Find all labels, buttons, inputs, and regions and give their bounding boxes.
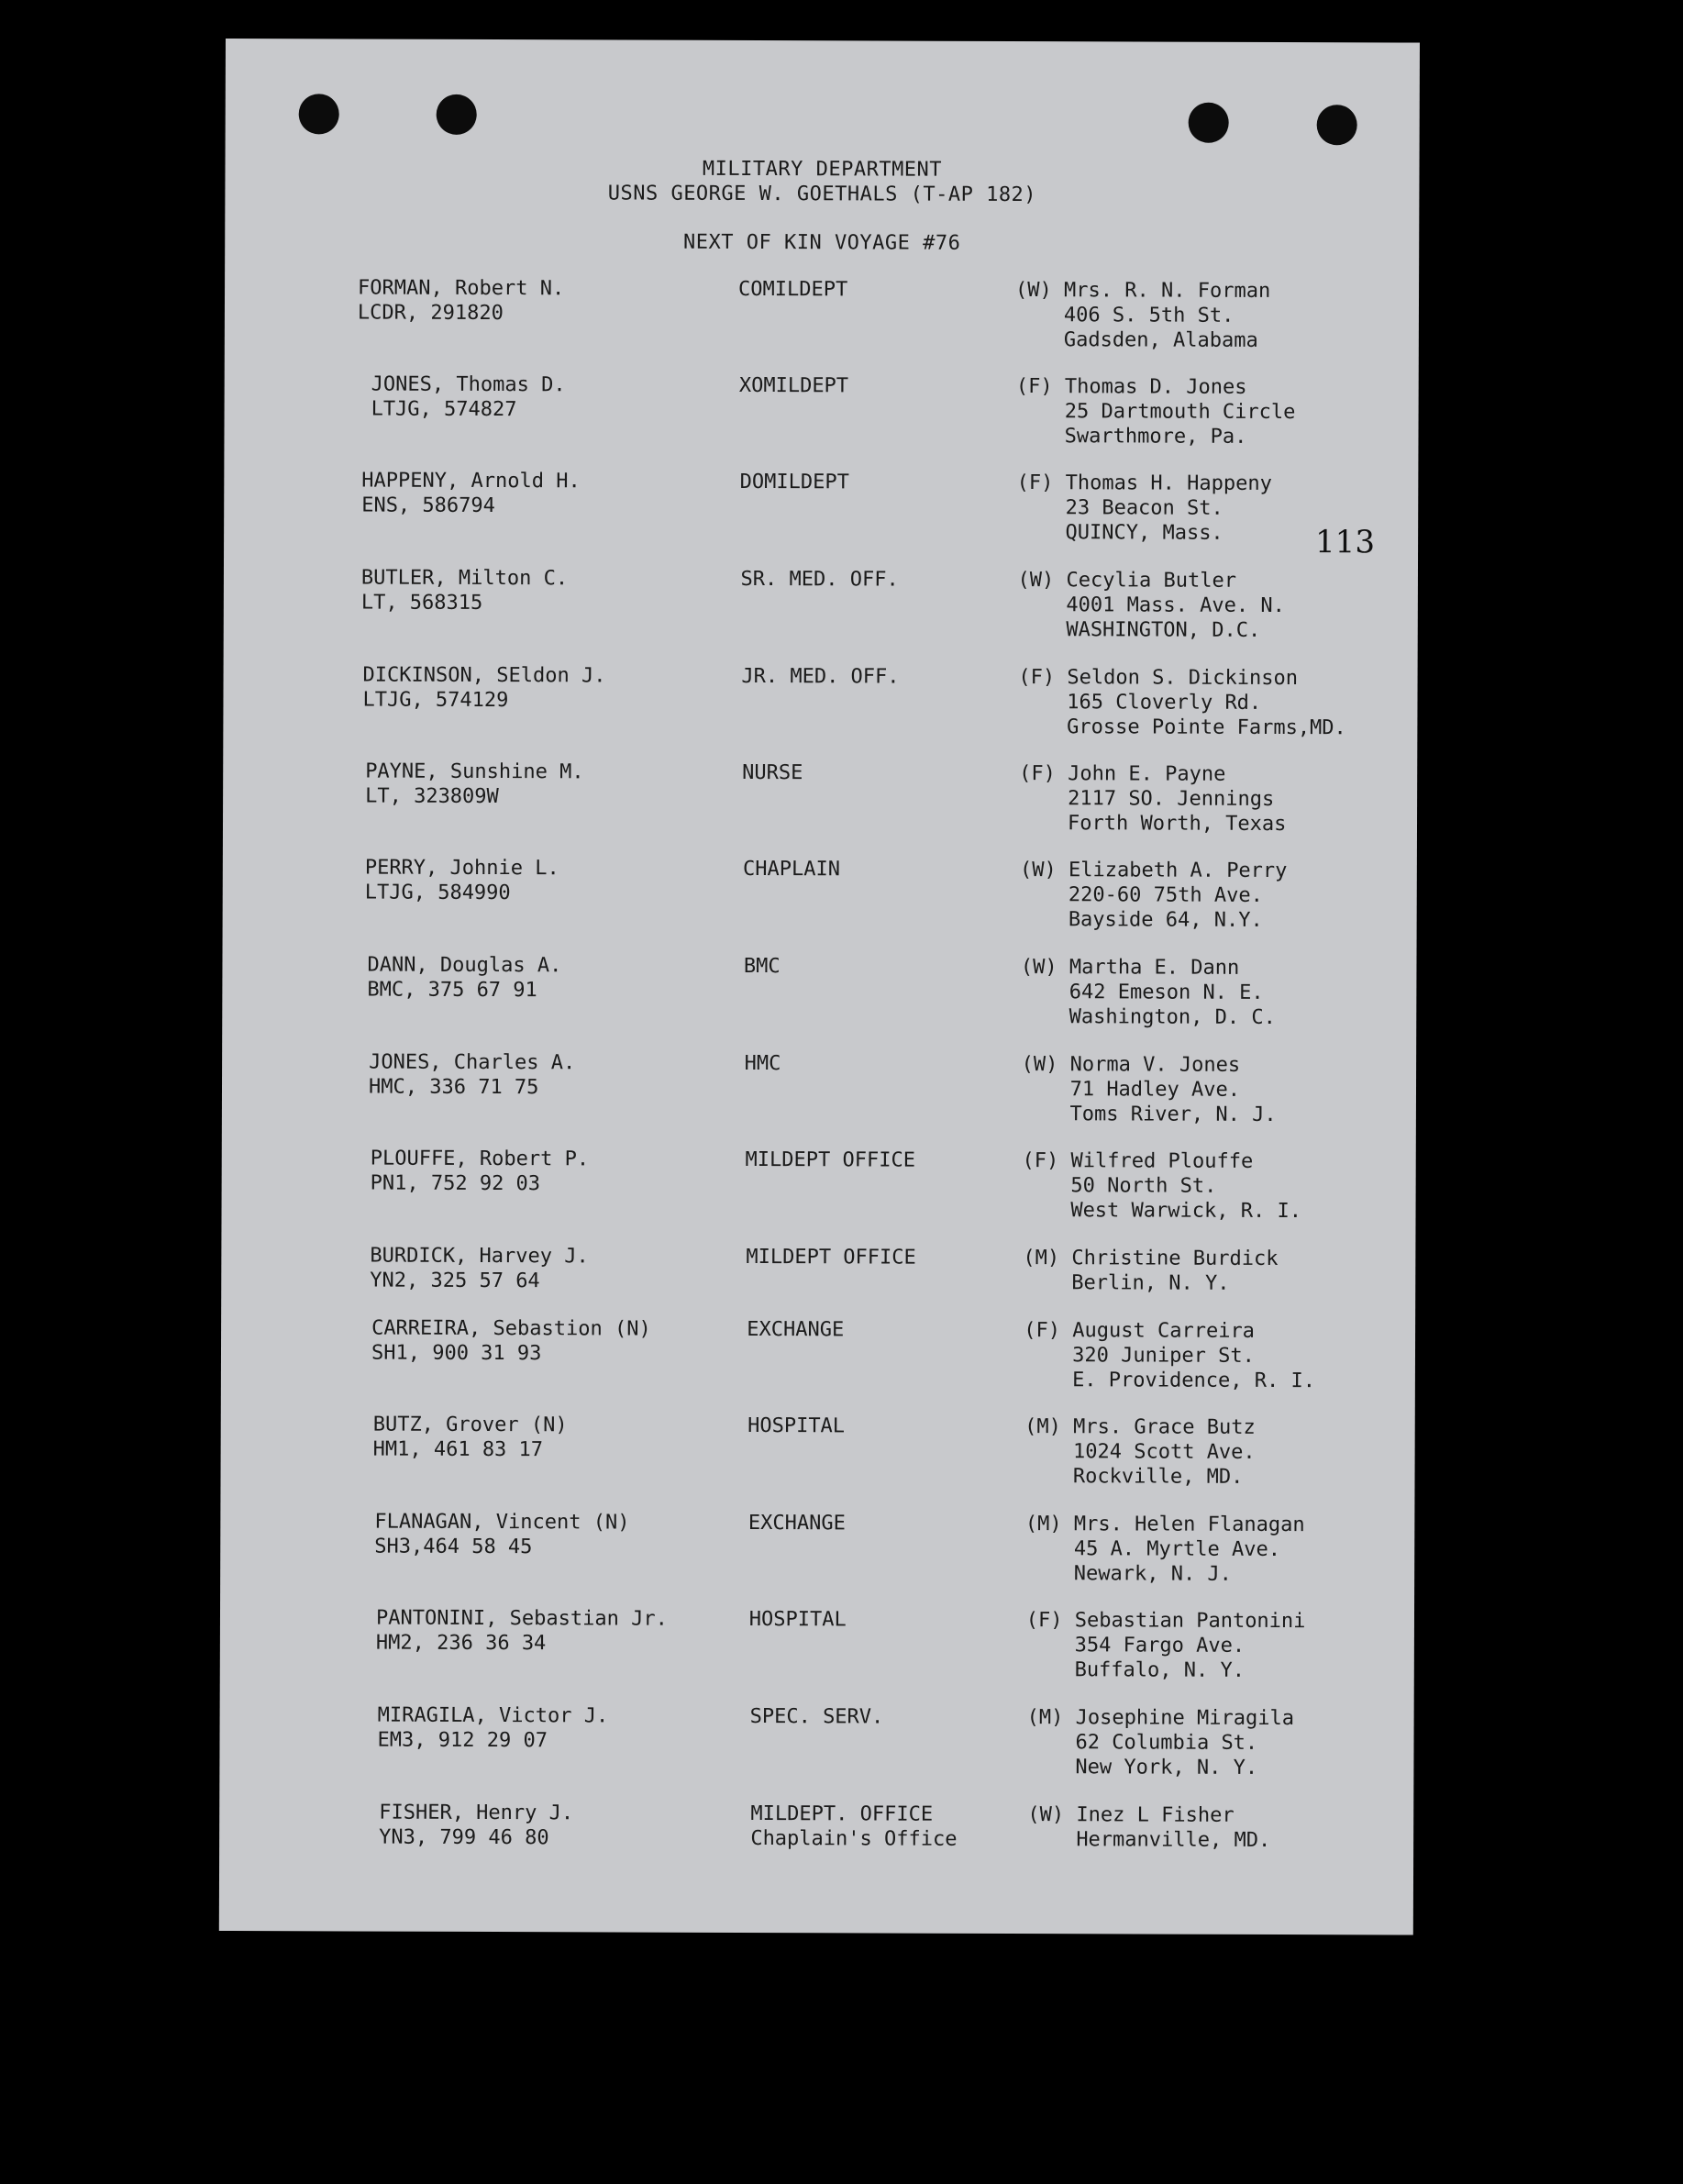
address-line: Mrs. R. N. Forman bbox=[1064, 279, 1271, 303]
assignment bbox=[741, 664, 899, 690]
rank-service-number: LTJG, 584990 bbox=[364, 881, 511, 905]
relationship-code: (W) bbox=[1015, 279, 1052, 303]
rank-service-number: HMC, 336 71 75 bbox=[368, 1075, 539, 1100]
assignment bbox=[749, 1607, 847, 1632]
entry-row bbox=[223, 759, 1417, 855]
assignment bbox=[745, 1147, 915, 1173]
entry-row bbox=[221, 1146, 1415, 1242]
address-line: 354 Fargo Ave. bbox=[1074, 1634, 1246, 1657]
address-line: John E. Payne bbox=[1068, 762, 1226, 786]
person-name-block bbox=[371, 1316, 651, 1367]
assignment bbox=[742, 760, 803, 785]
entry-row bbox=[222, 1049, 1416, 1146]
person-name-block bbox=[361, 566, 568, 616]
entry-row bbox=[220, 1412, 1414, 1508]
assignment bbox=[738, 277, 847, 302]
next-of-kin-address bbox=[1065, 374, 1296, 449]
rank-service-number: LT, 568315 bbox=[360, 591, 483, 615]
assignment bbox=[748, 1511, 846, 1535]
address-line: Grosse Pointe Farms,MD. bbox=[1067, 715, 1346, 740]
relationship-code: (F) bbox=[1016, 471, 1054, 495]
rank-service-number: SH1, 900 31 93 bbox=[371, 1341, 542, 1366]
next-of-kin-address bbox=[1068, 858, 1288, 933]
entry-row bbox=[223, 855, 1417, 951]
assignment-line: HOSPITAL bbox=[747, 1414, 846, 1438]
assignment bbox=[743, 857, 840, 881]
rank-service-number: SH3,464 58 45 bbox=[374, 1535, 533, 1559]
rank-service-number: LT, 323809W bbox=[365, 784, 499, 809]
address-line: 62 Columbia St. bbox=[1075, 1731, 1258, 1755]
relationship-code: (W) bbox=[1021, 1053, 1058, 1077]
assignment-line: SR. MED. OFF. bbox=[740, 567, 899, 592]
address-line: 220-60 75th Ave. bbox=[1068, 883, 1263, 907]
address-line: Gadsden, Alabama bbox=[1063, 328, 1258, 352]
next-of-kin-address bbox=[1071, 1246, 1278, 1296]
address-line: Inez L Fisher bbox=[1076, 1803, 1235, 1827]
relationship-code: (M) bbox=[1023, 1247, 1060, 1270]
relationship-code: (M) bbox=[1024, 1513, 1062, 1536]
rank-service-number: BMC, 375 67 91 bbox=[367, 978, 537, 1003]
assignment-line: EXCHANGE bbox=[747, 1511, 846, 1535]
person-name: BURDICK, Harvey J. bbox=[370, 1244, 589, 1269]
address-line: 406 S. 5th St. bbox=[1063, 304, 1235, 327]
next-of-kin-address bbox=[1064, 278, 1270, 353]
rank-service-number: YN2, 325 57 64 bbox=[370, 1269, 540, 1293]
assignment bbox=[746, 1245, 916, 1270]
address-line: Mrs. Grace Butz bbox=[1073, 1415, 1256, 1439]
next-of-kin-address bbox=[1075, 1705, 1294, 1780]
person-name: DANN, Douglas A. bbox=[367, 953, 562, 978]
person-name: BUTZ, Grover (N) bbox=[372, 1413, 568, 1437]
entry-row bbox=[225, 275, 1419, 371]
address-line: Norma V. Jones bbox=[1069, 1053, 1241, 1077]
address-line: Thomas H. Happeny bbox=[1065, 471, 1272, 495]
relationship-code: (F) bbox=[1015, 375, 1053, 399]
next-of-kin-address bbox=[1065, 471, 1271, 546]
address-line: 25 Dartmouth Circle bbox=[1064, 400, 1296, 425]
address-line: 23 Beacon St. bbox=[1065, 496, 1223, 520]
address-line: Bayside 64, N.Y. bbox=[1068, 908, 1263, 932]
person-name-block bbox=[379, 1801, 573, 1851]
assignment bbox=[739, 373, 848, 398]
assignment bbox=[744, 954, 781, 979]
assignment bbox=[740, 470, 849, 494]
person-name: FLANAGAN, Vincent (N) bbox=[374, 1510, 630, 1535]
page-number: 113 bbox=[1315, 524, 1376, 561]
address-line: 320 Juniper St. bbox=[1072, 1344, 1255, 1368]
address-line: E. Providence, R. I. bbox=[1072, 1369, 1316, 1393]
rank-service-number: YN3, 799 46 80 bbox=[379, 1825, 549, 1850]
person-name-block bbox=[371, 1147, 590, 1197]
entry-row bbox=[222, 952, 1416, 1048]
next-of-kin-address bbox=[1074, 1512, 1305, 1587]
assignment-line: COMILDEPT bbox=[738, 277, 848, 302]
assignment-line: MILDEPT OFFICE bbox=[745, 1147, 916, 1172]
person-name-block bbox=[377, 1703, 608, 1754]
entry-row bbox=[221, 1315, 1415, 1412]
assignment bbox=[745, 1051, 781, 1076]
person-name: BUTLER, Milton C. bbox=[360, 566, 569, 591]
address-line: Berlin, N. Y. bbox=[1071, 1271, 1230, 1295]
address-line: Josephine Miragila bbox=[1075, 1706, 1295, 1731]
assignment-line: XOMILDEPT bbox=[738, 373, 849, 398]
address-line: 45 A. Myrtle Ave. bbox=[1073, 1537, 1281, 1562]
relationship-code: (M) bbox=[1024, 1415, 1061, 1439]
address-line: Elizabeth A. Perry bbox=[1068, 859, 1288, 883]
assignment-line: SPEC. SERV. bbox=[749, 1705, 884, 1729]
rank-service-number: HM1, 461 83 17 bbox=[372, 1437, 544, 1462]
person-name-block bbox=[373, 1413, 568, 1463]
address-line: August Carreira bbox=[1072, 1319, 1256, 1343]
address-line: 642 Emeson N. E. bbox=[1068, 981, 1264, 1004]
person-name: JONES, Thomas D. bbox=[371, 372, 566, 397]
address-line: WASHINGTON, D.C. bbox=[1066, 618, 1261, 642]
assignment bbox=[747, 1317, 844, 1342]
address-line: Seldon S. Dickinson bbox=[1067, 666, 1299, 691]
person-name: HAPPENY, Arnold H. bbox=[361, 469, 581, 493]
relationship-code: (F) bbox=[1024, 1319, 1061, 1343]
person-name: PAYNE, Sunshine M. bbox=[365, 759, 584, 784]
rank-service-number: LTJG, 574129 bbox=[362, 688, 509, 713]
punch-hole bbox=[299, 94, 339, 134]
assignment-line: HOSPITAL bbox=[748, 1608, 847, 1632]
assignment-line: MILDEPT. OFFICE bbox=[750, 1802, 934, 1826]
rank-service-number: LTJG, 574827 bbox=[371, 397, 517, 422]
person-name: PANTONINI, Sebastian Jr. bbox=[375, 1606, 668, 1631]
person-name-block bbox=[361, 469, 581, 519]
entry-row bbox=[220, 1509, 1414, 1605]
document-page bbox=[219, 39, 1420, 1935]
entry-row bbox=[219, 1702, 1413, 1799]
relationship-code: (W) bbox=[1017, 569, 1055, 593]
address-line: 165 Cloverly Rd. bbox=[1067, 691, 1262, 715]
relationship-code: (F) bbox=[1022, 1149, 1059, 1173]
punch-hole bbox=[1317, 105, 1357, 145]
address-line: New York, N. Y. bbox=[1075, 1756, 1258, 1779]
next-of-kin-address bbox=[1076, 1802, 1270, 1853]
entry-row bbox=[223, 662, 1417, 759]
address-line: Newark, N. J. bbox=[1073, 1562, 1232, 1586]
header-line-3: NEXT OF KIN VOYAGE #76 bbox=[682, 230, 961, 255]
person-name-block bbox=[376, 1606, 668, 1657]
relationship-code: (F) bbox=[1019, 762, 1057, 786]
person-name-block bbox=[369, 1050, 575, 1101]
person-name: DICKINSON, SEldon J. bbox=[362, 663, 606, 688]
assignment-line: CHAPLAIN bbox=[742, 857, 841, 881]
rank-service-number: HM2, 236 36 34 bbox=[375, 1631, 547, 1656]
person-name: PERRY, Johnie L. bbox=[364, 856, 559, 881]
next-of-kin-address bbox=[1066, 568, 1285, 643]
relationship-code: (M) bbox=[1026, 1706, 1064, 1730]
rank-service-number: LCDR, 291820 bbox=[357, 301, 504, 326]
address-line: Toms River, N. J. bbox=[1069, 1103, 1277, 1127]
person-name-block bbox=[374, 1510, 629, 1560]
address-line: 4001 Mass. Ave. N. bbox=[1066, 593, 1285, 618]
entry-row bbox=[219, 1800, 1413, 1896]
assignment bbox=[747, 1414, 845, 1438]
address-line: Wilfred Plouffe bbox=[1070, 1149, 1254, 1173]
address-line: Thomas D. Jones bbox=[1064, 375, 1247, 399]
rank-service-number: ENS, 586794 bbox=[361, 493, 495, 518]
person-name-block bbox=[367, 953, 561, 1003]
next-of-kin-address bbox=[1068, 761, 1287, 837]
address-line: Hermanville, MD. bbox=[1076, 1828, 1271, 1852]
address-line: 1024 Scott Ave. bbox=[1072, 1440, 1256, 1464]
person-name: FORMAN, Robert N. bbox=[358, 276, 565, 301]
person-name: CARREIRA, Sebastion (N) bbox=[371, 1316, 651, 1341]
address-line: Buffalo, N. Y. bbox=[1074, 1658, 1246, 1682]
header-line-2: USNS GEORGE W. GOETHALS (T-AP 182) bbox=[607, 182, 1037, 207]
entry-row bbox=[224, 468, 1418, 564]
relationship-code: (W) bbox=[1019, 859, 1057, 882]
relationship-code: (W) bbox=[1020, 956, 1057, 980]
punch-hole bbox=[437, 94, 477, 135]
rank-service-number: EM3, 912 29 07 bbox=[377, 1728, 548, 1753]
address-line: Christine Burdick bbox=[1071, 1247, 1279, 1271]
person-name-block bbox=[370, 1244, 589, 1294]
address-line: West Warwick, R. I. bbox=[1070, 1199, 1302, 1224]
address-line: Martha E. Dann bbox=[1068, 956, 1240, 980]
address-line: Rockville, MD. bbox=[1072, 1465, 1244, 1489]
person-name-block bbox=[371, 372, 566, 423]
relationship-code: (F) bbox=[1025, 1609, 1063, 1633]
next-of-kin-address bbox=[1069, 955, 1276, 1030]
address-line: 50 North St. bbox=[1070, 1174, 1217, 1198]
assignment-line: JR. MED. OFF. bbox=[741, 664, 900, 689]
relationship-code: (F) bbox=[1018, 666, 1056, 690]
person-name-block bbox=[358, 276, 564, 327]
next-of-kin-address bbox=[1073, 1414, 1256, 1490]
person-name: JONES, Charles A. bbox=[369, 1050, 576, 1075]
person-name: MIRAGILA, Victor J. bbox=[377, 1703, 609, 1728]
assignment-line: Chaplain's Office bbox=[750, 1827, 958, 1851]
person-name-block bbox=[365, 759, 584, 810]
address-line: Washington, D. C. bbox=[1068, 1005, 1276, 1030]
entry-row bbox=[220, 1605, 1414, 1702]
address-line: Cecylia Butler bbox=[1066, 569, 1237, 593]
next-of-kin-address bbox=[1067, 665, 1346, 740]
person-name-block bbox=[362, 663, 605, 714]
assignment bbox=[750, 1704, 884, 1730]
header-line-1: MILITARY DEPARTMENT bbox=[702, 157, 943, 182]
address-line: Swarthmore, Pa. bbox=[1064, 425, 1247, 449]
entry-row bbox=[224, 565, 1418, 661]
address-line: 71 Hadley Ave. bbox=[1069, 1078, 1241, 1102]
assignment-line: BMC bbox=[743, 954, 781, 979]
relationship-code: (W) bbox=[1027, 1803, 1065, 1827]
assignment-line: DOMILDEPT bbox=[739, 470, 849, 494]
entry-row bbox=[224, 371, 1418, 468]
person-name: FISHER, Henry J. bbox=[379, 1801, 574, 1825]
assignment-line: HMC bbox=[744, 1051, 781, 1076]
person-name: PLOUFFE, Robert P. bbox=[370, 1147, 590, 1171]
next-of-kin-address bbox=[1072, 1318, 1315, 1393]
address-line: 2117 SO. Jennings bbox=[1068, 787, 1275, 811]
rank-service-number: PN1, 752 92 03 bbox=[370, 1171, 541, 1196]
address-line: Sebastian Pantonini bbox=[1074, 1609, 1306, 1634]
assignment bbox=[740, 567, 898, 593]
address-line: QUINCY, Mass. bbox=[1065, 521, 1223, 545]
punch-hole bbox=[1189, 103, 1229, 143]
next-of-kin-address bbox=[1075, 1608, 1306, 1683]
assignment-line: EXCHANGE bbox=[747, 1317, 845, 1342]
assignment-line: MILDEPT OFFICE bbox=[746, 1245, 916, 1269]
address-line: Forth Worth, Texas bbox=[1067, 812, 1287, 837]
person-name-block bbox=[365, 856, 559, 906]
next-of-kin-address bbox=[1070, 1148, 1301, 1224]
address-line: Mrs. Helen Flanagan bbox=[1073, 1513, 1305, 1537]
next-of-kin-address bbox=[1069, 1052, 1276, 1127]
assignment bbox=[750, 1802, 957, 1852]
assignment-line: NURSE bbox=[742, 760, 803, 785]
